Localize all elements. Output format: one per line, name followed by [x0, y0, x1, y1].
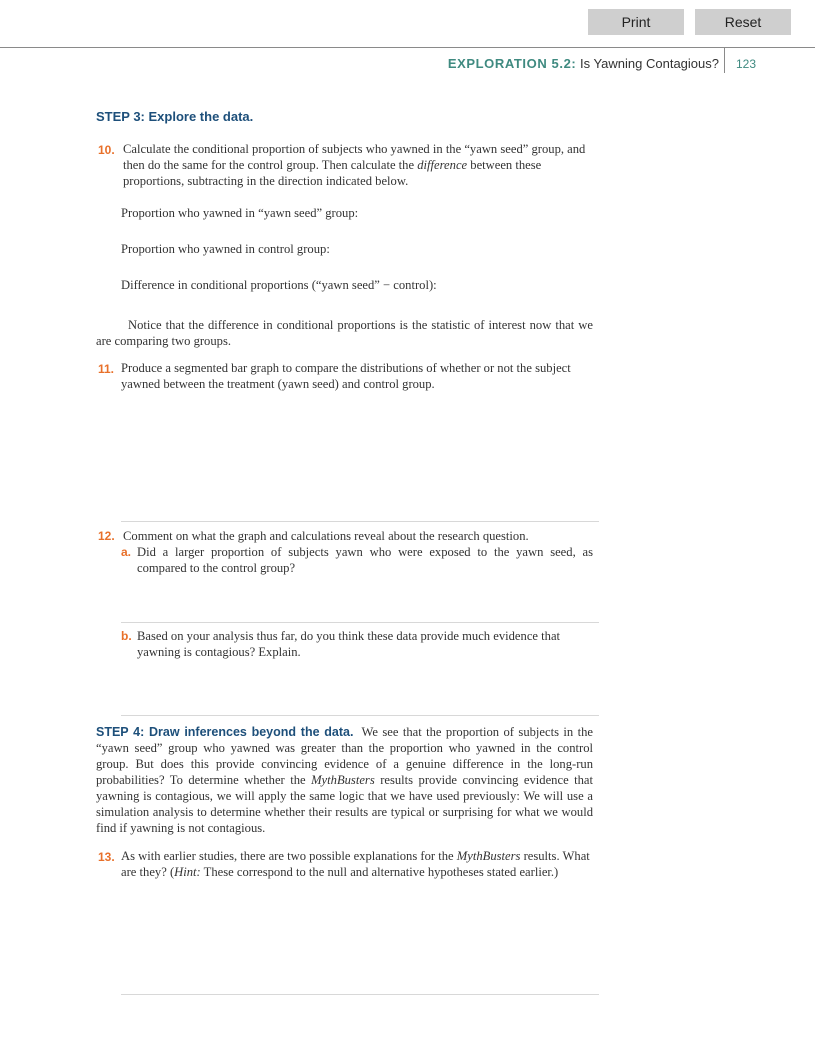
prompt-seed-proportion: Proportion who yawned in “yawn seed” group:	[121, 206, 359, 220]
q12b-text: Based on your analysis thus far, do you think these data provide much evidence that yawning is contagious? Explain.	[137, 629, 561, 659]
prompt-control-proportion: Proportion who yawned in control group:	[121, 242, 330, 256]
running-head	[448, 56, 719, 71]
q12-number: 12.	[98, 529, 115, 543]
page-number: 123	[736, 57, 757, 71]
q12a-text: Did a larger proportion of subjects yawn who were exposed to the yawn seed, as compared to the control group?	[137, 545, 593, 575]
answer-rule	[121, 715, 599, 716]
step4-paragraph: STEP 4: Draw inferences beyond the data. We see that the proportion of subjects in the “yawn seed” group who yawned was greater than the proportion who yawned in the control group. But does this provide convincing evidence of a genuine difference in the long-run probabilities? To determine whether the MythBusters results provide convincing evidence that yawning is contagious, we will apply the same logic that we have used previously: We will use a simulation analysis to determine whether their results are typical or surprising for what we would find if yawning is not contagious.	[96, 725, 594, 835]
answer-rule	[121, 521, 599, 522]
q12b-label: b.	[121, 629, 132, 643]
header-rule	[0, 47, 815, 48]
q10-number: 10.	[98, 143, 115, 157]
q12-text: Comment on what the graph and calculations reveal about the research question.	[123, 529, 529, 543]
step4-heading: STEP 4: Draw inferences beyond the data.	[96, 725, 354, 739]
exploration-label: EXPLORATION 5.2:	[447, 56, 577, 71]
header-divider	[724, 47, 725, 73]
prompt-difference: Difference in conditional proportions (“yawn seed” − control):	[121, 278, 437, 292]
q12a-label: a.	[121, 545, 132, 559]
q10-text: Calculate the conditional proportion of subjects who yawned in the “yawn seed” group, and then do the same for the control group. Then calculate the difference between these proportions, subtracting in the direction indicated below.	[123, 142, 586, 188]
step3-heading: STEP 3: Explore the data.	[96, 109, 254, 124]
q11-number: 11.	[98, 362, 115, 376]
q11-text: Produce a segmented bar graph to compare the distributions of whether or not the subject yawned between the treatment (yawn seed) and control group.	[121, 361, 571, 391]
answer-rule	[121, 622, 599, 623]
q10-emphasis: difference	[417, 158, 468, 172]
reset-button[interactable]: Reset	[695, 9, 791, 35]
q13-number: 13.	[98, 850, 115, 864]
print-button[interactable]: Print	[588, 9, 684, 35]
notice-paragraph: Notice that the difference in conditional proportions is the statistic of interest now that we are comparing two groups.	[96, 318, 593, 348]
q13-text: As with earlier studies, there are two possible explanations for the MythBusters results. What are they? (Hint: These correspond to the null and alternative hypotheses stated earlier.)	[121, 849, 590, 879]
exploration-title: Is Yawning Contagious?	[579, 56, 719, 71]
answer-rule	[121, 994, 599, 995]
